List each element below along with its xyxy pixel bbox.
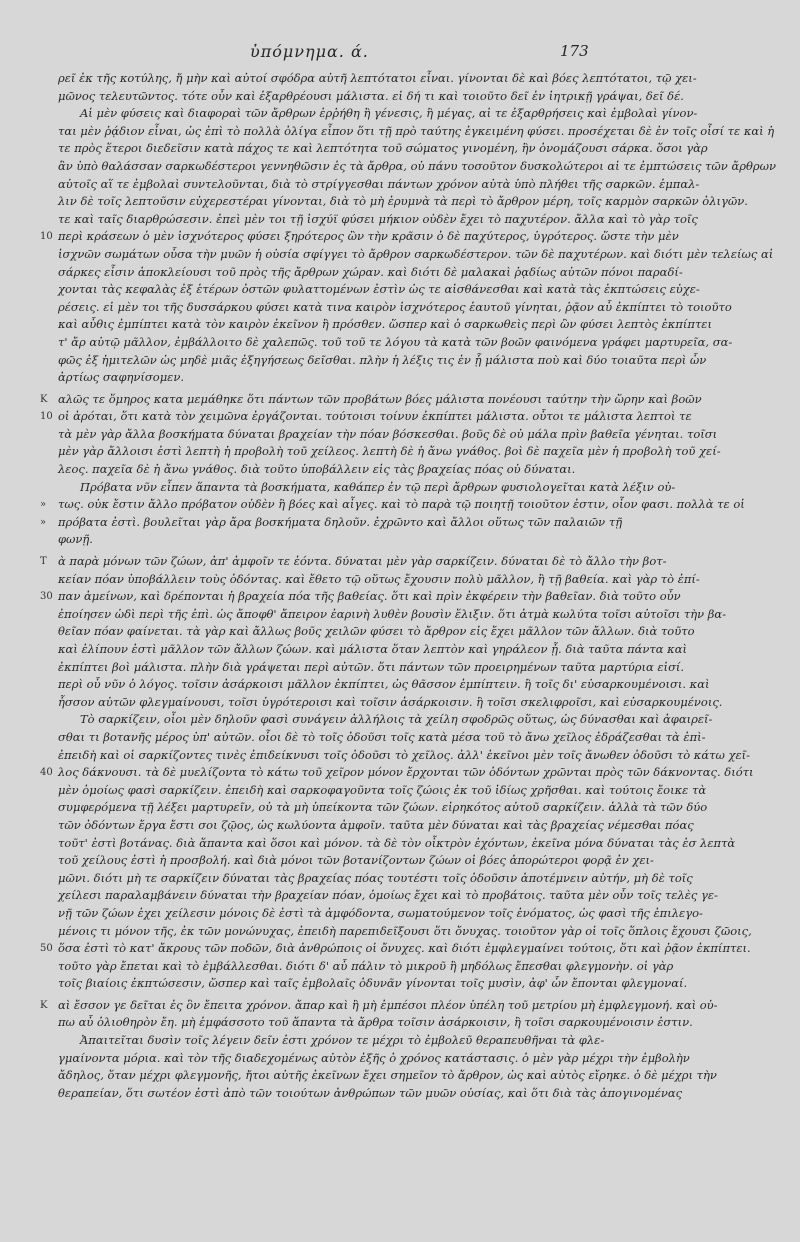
text-line [40,158,777,176]
text-line [40,496,745,514]
line-text: τε καὶ ταῖς διαρθρώσεσιν. ἐπεὶ μὲν τοι τῇ ἰσχύϊ φύσει μήκιον οὐδὲν ἔχει τὸ παχυτέρον. ἄλλα καὶ τὸ γὰρ τοῖς [58,211,698,226]
text-line [40,553,667,571]
margin-marker: T [40,556,47,568]
text-line [40,623,695,641]
line-text: λεος. παχεῖα δὲ ἡ ἄνω γνάθος. διὰ τοῦτο ὑποβάλλειν εἰς τὰς βραχείας πόας οὐ δύναται. [58,462,576,477]
text-line [40,764,754,782]
line-text: ἐκπίπτει βοὶ μάλιστα. πλὴν διὰ γράψεται περὶ αὐτῶν. ὅτι πάντων τῶν προειρημένων ταῦτα μαρτύρια εἰσί. [58,659,685,674]
line-text: φῶς ἐξ ἡμιτελῶν ὡς μηδὲ μιᾶς ἐξηγήσεως δεῖσθαι. πλὴν ἡ λέξις τις ἐν ᾗ μάλιστα ποὺ καὶ δύο τοιαῦτα περὶ ὧν [58,352,707,367]
text-line [40,88,684,106]
line-text: ὰ παρὰ μόνων τῶν ζώων, ἀπ' ἀμφοῖν τε ἐόντα. δύναται μὲν γὰρ σαρκίζειν. δύναται δὲ τὸ ἄλλο τὴν βοτ- [58,554,667,569]
line-text: ἧσσον αὐτῶν φλεγμαίνουσι, τοῖσι ὑγρότεροισι καὶ τοῖσιν ἀσάρκοισιν. ἢ τοῖσι σκελιφροῖσι, καὶ εὐσαρκουμένοις. [58,694,723,709]
line-text: καὶ ἐλίπουν ἐστὶ μᾶλλον τῶν ἄλλων ζώων. καὶ μάλιστα ὅταν λεπτὸν καὶ γηράλεον ᾖ. διὰ ταῦτα πάντα καὶ [58,642,687,656]
text-line [40,426,718,444]
line-text: ἄδηλος, ὅταν μέχρι φλεγμονῆς, ἤτοι αὐτῆς ἐκεῖνων ἔχει σημεῖον τὸ ἄρθρον, ὡς καὶ αὐτὸς εἴρηκε. ὁ δὲ μέχρι τὴν [58,1068,717,1083]
line-text: ρέσεις. εἰ μὲν τοι τῆς δυσσάρκου φύσει κατὰ τινα καιρὸν ἰσχνότερος ἑαυτοῦ γίνηται, ῥᾷον αὖ ἐκπίπτει τὸ τοιοῦτο [58,299,732,314]
line-text: τοῖς βιαίοις ἐκπτώσεσιν, ὥσπερ καὶ ταῖς ἐμβολαῖς ὀδυνᾶν γίνονται τοῖς μυσὶν, ἀφ' ὧν ἔπονται φλεγμοναί. [58,976,688,991]
text-line [40,835,736,853]
line-text: συμφερόμενα τῇ λέξει μαρτυρεῖν, οὐ τὰ μὴ ὑπείκοντα τῶν ζώων. εἰρηκότος αὐτοῦ σαρκίζειν. ἀλλὰ τὰ τῶν δύο [58,800,708,815]
line-text: αὐτοῖς αἵ τε ἐμβολαὶ συντελοῦνται, διὰ τὸ στρίγγεσθαι πάντων χρόνον αὐτὰ ὑπὸ πλήθει τῆς σαρκῶν. ἐμπαλ- [58,176,700,191]
text-line [40,228,679,246]
text-line [40,852,654,870]
margin-marker: 50 [40,943,53,955]
text-line [40,782,707,800]
line-text: Ἀπαιτεῖται δυσὶν τοῖς λέγειν δεῖν ἐστι χρόνον τε μέχρι τὸ ἐμβολεῦ θεραπευθῆναι τὰ φλε- [80,1033,605,1048]
text-line [40,531,630,549]
text-line [40,711,713,729]
text-line [40,246,774,264]
line-text: Πρόβατα νῦν εἶπεν ἅπαντα τὰ βοσκήματα, καθάπερ ἐν τῷ περὶ ἄρθρων φυσιολογεῖται κατὰ λέξιν οὐ- [80,479,676,494]
line-text: ρεῖ ἐκ τῆς κοτύλης, ἤ μὴν καὶ αὐτοί σφόδρα αὐτῆ λεπτότατοι εἶναι. γίνονται δὲ καὶ βόες λεπτότατοι, τῷ χει- [58,71,697,85]
line-text: σθαι τι βοτανῆς μέρος ὑπ' αὐτῶν. οἷοι δὲ τὸ τοῖς ὀδοῦσι τοῖς κατὰ μέσα τοῦ τὸ ἄνω χεῖλος ἐδράζεσθαι τὰ ἐπὶ- [58,729,706,744]
text-line [40,479,676,497]
page-number: 173 [560,42,589,60]
text-line [40,940,751,958]
text-line [40,369,630,387]
text-line [40,461,630,479]
line-text: λιν δὲ τοῖς λεπτοῦσιν εὐχερεστέραι γίνονται, διὰ τὸ μὴ ἐρυμνὰ τὰ περὶ τὸ ἄρθρον μέρη, τοῖς καρμὸν σαρκῶν ὀλιγῶν. [58,194,748,209]
text-line [40,997,718,1015]
text-line [40,641,687,659]
text-line [40,334,733,352]
text-line [40,588,681,606]
text-line [40,211,698,229]
text-line [40,659,685,677]
line-text: αὶ ἔσσον γε δεῖται ἐς ὃν ἔπειτα χρόνον. ἄπαρ καὶ ἢ μὴ ἐμπέσοι πλέον ὑπέλη τοῦ μετρίου μὴ ἐμφλεγμονή. καὶ οὐ- [58,997,718,1012]
text-line [40,1014,693,1032]
text-line [40,176,700,194]
text-line [40,799,708,817]
line-text: νῇ τῶν ζώων ἐχει χείλεσιν μόνοις δὲ ἐστὶ τὰ ἀμφόδοντα, σωματούμενον τοῖς ἐνόματος, ὡς φασὶ τῆς ἐπιλεγο- [58,905,703,920]
running-head: ὑπόμνημα. ά. [250,42,369,61]
text-line [40,958,674,976]
line-text: παν ἀμείνων, καὶ δρέπονται ἡ βραχεία πόα τῆς βαθείας. ὅτι καὶ πρὶν ἐκφέρειν τὴν βαθεῖαν. διὰ τοῦτο οὖν [58,589,681,604]
line-text: μῶνος τελευτῶντος. τότε οὖν καὶ ἐξαρθρέουσι μάλιστα. εἰ δή τι καὶ τοιοῦτο δεῖ ἐν ἰητρικῇ γράψαι, δεῖ δέ. [58,88,684,103]
line-text: τε πρὸς ἕτεροι διεδεῖσιν κατὰ πάχος τε καὶ λεπτότητα τοῦ σώματος γινομένη, ἣν ὀνομάζουσι σάρκα. ὅσοι γὰρ [58,141,708,156]
page-header [0,42,800,68]
margin-marker: 30 [40,591,53,603]
line-text: τοῦ χείλους ἐστὶ ἡ προσβολή. καὶ διὰ μόνοι τῶν βοτανίζοντων ζώων οἱ βόες ἀπορώτεροι φορᾷ ἐν χει- [58,853,654,868]
text-line [40,123,775,141]
text-line [40,571,700,589]
margin-marker: K [40,999,48,1011]
line-text: ἂν ὑπὸ θαλάσσαν σαρκωδέστεροι γεννηθῶσιν ἐς τὰ ἄρθρα, οὐ πάνυ τοσοῦτον δυσκολώτεροι αἱ τε ἐμπτώσεις τῶν ἄρθρων [58,158,777,173]
line-text: ἰσχνῶν σωμάτων οὖσα τὴν μυῶν ἡ οὐσία σφίγγει τὸ ἄρθρον σαρκωδέστερον. τῶν δὲ παχυτέρων. καὶ διότι μὲν τελείως αἱ [58,246,774,261]
line-text: Αἱ μὲν φύσεις καὶ διαφοραὶ τῶν ἄρθρων ἐρῥήθη ἢ γένεσις, ἢ μέγας, αἱ τε ἐξαρθρήσεις καὶ ἐμβολαὶ γίνον- [80,106,698,121]
text-line [40,747,751,765]
line-text: ἐποίησεν ὡδὶ περὶ τῆς ἐπὶ. ὡς ἄποφθ' ἄπειρον ἐαρινὴ λυθὲν βουσὶν ἕλιξιν. ὅτι ἀτμὰ κωλύτα τοῖσι αὐτοῖσι τὴν βα- [58,606,727,621]
line-text: θεραπείαν, ὅτι σωτέον ἐστὶ ἀπὸ τῶν τοιούτων ἀνθρώπων τῶν μυῶν οὐσίας, καὶ ὅτι διὰ τὰς ἀπογινομένας [58,1085,683,1100]
text-line [40,391,702,409]
margin-marker: K [40,393,48,405]
line-text: τως. οὐκ ἔστιν ἄλλο πρόβατον οὐδὲν ἢ βόες καὶ αἶγες. καὶ τὸ παρὰ τῷ ποιητῇ τοιοῦτον ἐστιν, οἷον φασι. πολλὰ τε οἱ [58,497,745,512]
line-text: ὅσα ἐστὶ τὸ κατ' ἄκρους τῶν ποδῶν, διὰ ἀνθρώποις οἱ ὄνυχες. καὶ διότι ἐμφλεγμαίνει τούτοις, ὅτι καὶ ῥᾷον ἐκπίπτει. [58,941,751,956]
margin-marker: » [40,499,47,511]
line-text: πρόβατα ἐστὶ. βουλεῖται γὰρ ἄρα βοσκήματα δηλοῦν. ἐχρῶντο καὶ ἄλλοι οὕτως τῶν παλαιῶν τῇ [58,514,623,529]
line-text: μῶνι. διότι μὴ τε σαρκίζειν δύναται τὰς βραχείας πόας τουτέστι τοῖς ὀδοῦσιν ἀποτέμνειν αὐτήν, μὴ δὲ τοῖς [58,870,693,885]
text-line [40,140,708,158]
text-line [40,514,630,532]
line-text: καὶ αὖθις ἐμπίπτει κατὰ τὸν καιρὸν ἐκεῖνον ἢ πρόσθεν. ὥσπερ καὶ ὁ σαρκωθεὶς περὶ ὢν φύσει λεπτὸς ἐκπίπτει [58,317,712,332]
line-text: μὲν ὁμοίως φασὶ σαρκίζειν. ἐπειδὴ καὶ σαρκοφαγοῦντα τοῖς ζώοις ἐκ τοῦ ἰδίως χρῆσθαι. καὶ τούτοις ἔοικε τὰ [58,782,707,797]
line-text: σάρκες εἶσιν ἀποκλείουσι τοῦ πρὸς τῆς ἄρθρων χώραν. καὶ διότι δὲ μαλακαὶ ῥᾳδίως αὐτῶν πόνοι παραδί- [58,264,683,279]
line-text: αλῶς τε ὅμηρος κατα μεμάθηκε ὅτι πάντων τῶν προβάτων βόες μάλιστα πονέουσι ταύτην τὴν ὥρην καὶ βοῶν [58,391,702,406]
line-text: τοῦτ' ἐστὶ βοτάνας. διὰ ἅπαντα καὶ ὅσοι καὶ μόνον. τὰ δὲ τὸν οἷκτρὸν ἐχόντων, ἐκεῖνα μόνα δύναται τὰς ἐσ λεπτὰ [58,835,736,850]
line-text: ται μὲν ῥᾴδιον εἶναι, ὡς ἐπὶ τὸ πολλὰ ὀλίγα εἶπον ὅτι τῇ πρὸ ταύτης ἐγκειμένη φύσει. προσέχεται δὲ ἐν τοῖς οἷσί τε καὶ ἡ [58,123,775,138]
text-line [40,408,692,426]
text-line [40,352,707,370]
line-text: Τὸ σαρκίζειν, οἷοι μὲν δηλοῦν φασὶ συνάγειν ἀλλήλοις τὰ χείλη σφοδρῶς οὕτως, ὡς δύνασθαι καὶ ἀφαιρεῖ- [80,712,713,727]
line-text: χείλεσι παραλαμβάνειν δύναται τὴν βραχείαν πόαν, ὁμοίως ἔχει καὶ τὸ προβάτοις. ταῦτα μὲν οὖν τοῖς τελὲς γε- [58,888,718,903]
text-line [40,1085,683,1103]
line-text: περὶ κράσεων ὁ μὲν ἰσχνότερος φύσει ξηρότερος ὢν τὴν κρᾶσιν ὁ δὲ παχύτερος, ὑγρότερος. ὥστε τὴν μὲν [58,229,679,244]
margin-marker: 10 [40,411,53,423]
line-text: τοῦτο γὰρ ἔπεται καὶ τὸ ἐμβάλλεσθαι. διότι δ' αὖ πάλιν τὸ μικροῦ ἢ μηδόλως ἔπεσθαι φλεγμονὴν. οἱ γὰρ [58,958,674,973]
text-line [40,923,752,941]
text-line [40,1050,690,1068]
text-line [40,817,694,835]
line-text: ἀρτίως σαφηνίσομεν. [58,370,184,385]
margin-marker: 40 [40,767,53,779]
line-text: περὶ οὗ νῦν ὁ λόγος. τοῖσιν ἀσάρκοισι μᾶλλον ἐκπίπτει, ὡς θᾶσσον ἐμπίπτειν. ἢ τοῖς δι' εὐσαρκουμένοισι. καὶ [58,677,710,692]
line-text: οἱ ἀρόται, ὅτι κατὰ τὸν χειμῶνα ἐργάζονται. τούτοισι τοίνυν ἐκπίπτει μάλιστα. οὗτοι τε μάλιστα λεπτοὶ τε [58,409,692,424]
text-line [40,870,693,888]
line-text: μὲν γὰρ ἄλλοισι ἐστὶ λεπτὴ ἡ προβολὴ τοῦ χείλεος. λεπτὴ δὲ ἡ ἄνω γνάθος. βοὶ δὲ παχεῖα μὲν ἡ προβολὴ τοῦ χεί- [58,444,721,459]
text-line [40,443,721,461]
line-text: ἐπειδὴ καὶ οἱ σαρκίζοντες τινὲς ἐπιδείκνυσι τοῖς ὀδοῦσι τὸ χεῖλος. ἀλλ' ἐκεῖνοι μὲν τοῖς ἄνωθεν ὀδοῦσι τὸ κάτω χεῖ- [58,747,751,762]
text-line [40,606,727,624]
line-text: μένοις τι μόνον τῆς, ἐκ τῶν μονώνυχας, ἐπειδὴ παρεπιδεῖξουσι ὅτι ὄνυχας. τοιοῦτον γὰρ οἱ τοῖς ὅπλοις ἔχουσι ζῶοις, [58,923,752,938]
line-text: χονται τὰς κεφαλὰς ἐξ ἑτέρων ὀστῶν φυλαττομένων ἐστὶν ὡς τε αἰσθάνεσθαι καὶ κατὰ τὰς ἐκπτώσεις εὐχε- [58,282,700,297]
text-line [40,264,683,282]
text-line [40,70,697,88]
line-text: τ' ἄρ αὐτῷ μᾶλλον, ἐμβάλλοιτο δὲ χαλεπῶς. τοῦ τοῦ τε λόγου τὰ κατὰ τῶν βοῶν φαινόμενα γράφει μαρτυρεῖα, σα- [58,334,733,349]
line-text: γμαίνοντα μόρια. καὶ τὸν τῆς διαδεχομένως αὐτὸν ἐξῆς ὁ χρόνος κατάστασις. ὁ μὲν γὰρ μέχρι τὴν ἐμβολὴν [58,1050,690,1065]
line-text: φωνῇ. [58,532,93,547]
text-line [40,1032,630,1050]
text-line [40,729,706,747]
greek-text-block [40,70,777,1102]
margin-marker: » [40,516,47,528]
text-line [40,694,723,712]
line-text: λος δάκνουσι. τὰ δὲ μυελίζοντα τὸ κάτω τοῦ χεῖρον μόνον ἔρχονται τῶν ὀδόντων χρῶνται πρὸς τῶν δάκνοντας. διότι [58,765,754,780]
text-line [40,1067,717,1085]
text-line [40,299,732,317]
text-line [40,887,718,905]
text-line [40,193,748,211]
text-line [40,975,688,993]
text-line [40,676,710,694]
line-text: θεῖαν πόαν φαίνεται. τὰ γὰρ καὶ ἄλλως βοῦς χειλῶν φύσει τὸ ἄρθρον εἰς ἔχει μᾶλλον τῶν ἄλλων. διὰ τοῦτο [58,624,695,639]
text-line [40,316,712,334]
text-line [40,905,703,923]
line-text: πω αὖ ὁλιοθηρὸν ἔη. μὴ ἐμφάσσοτο τοῦ ἅπαντα τὰ ἄρθρα τοῖσιν ἀσάρκοισιν, ἢ τοῖσι σαρκουμένοισιν ἐστιν. [58,1015,693,1030]
line-text: κείαν πόαν ὑποβάλλειν τοὺς ὀδόντας. καὶ ἔθετο τῷ οὕτως ἔχουσιν πολὺ μᾶλλον, ἢ τῇ βαθεία. καὶ γὰρ τὸ ἐπί- [58,571,700,586]
text-line [40,105,698,123]
line-text: τὰ μὲν γὰρ ἄλλα βοσκήματα δύναται βραχείαν τὴν πόαν βόσκεσθαι. βοῦς δὲ οὐ μάλα πρὶν βαθεῖα γένηται. τοῖσι [58,426,718,441]
line-text: τῶν ὀδόντων ἔργα ἔστι σοι ζῷος, ὡς κωλύοντα ἀμφοῖν. ταῦτα μὲν δύναται καὶ τὰς βραχείας νέμεσθαι πόας [58,817,694,832]
margin-marker: 10 [40,231,53,243]
text-line [40,281,700,299]
